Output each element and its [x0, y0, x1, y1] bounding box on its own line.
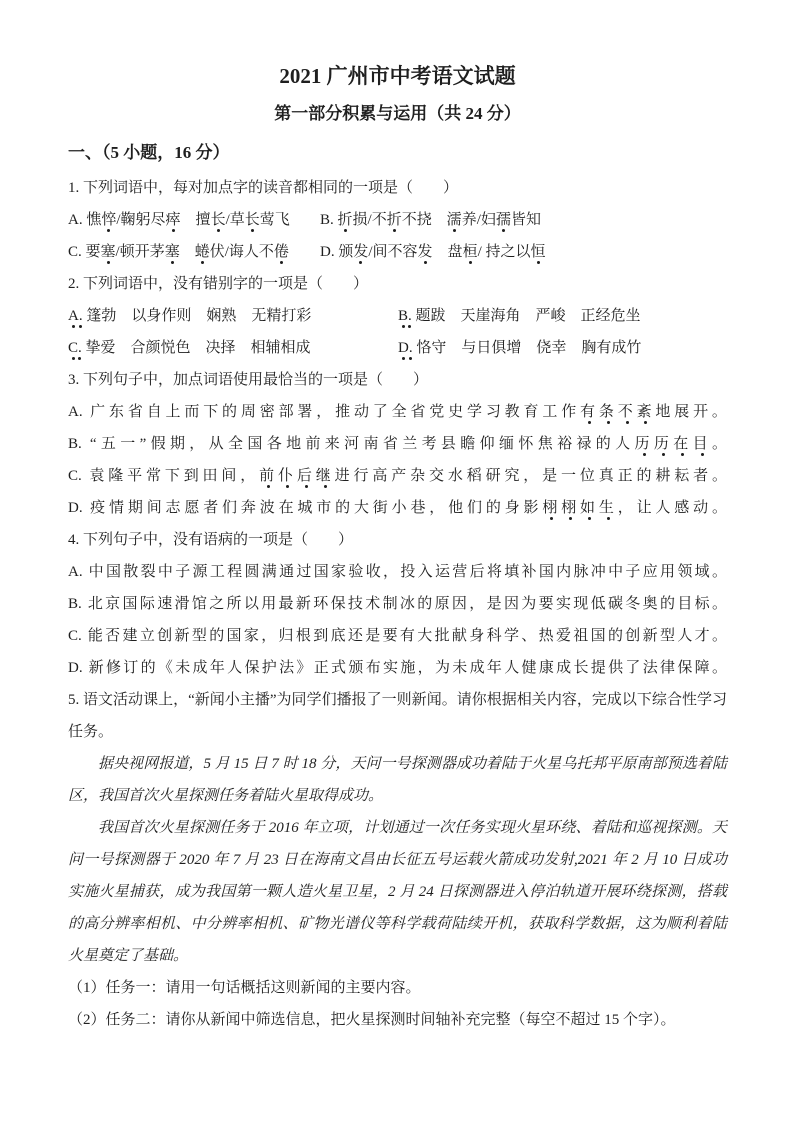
q4-option-a: A. 中国散裂中子源工程圆满通过国家验收，投入运营后将填补国内脉冲中子应用领域。 — [68, 564, 727, 580]
q1-option-c: C. 要塞/顿开茅塞 蜷伏/诲人不倦 — [68, 244, 289, 260]
q5-task-2: （2）任务二：请你从新闻中筛选信息，把火星探测时间轴补充完整（每空不超过 15 个字）。 — [68, 1012, 676, 1028]
q4-option-c: C. 能否建立创新型的国家，归根到底还是要有大批献身科学、热爱祖国的创新型人才。 — [68, 628, 727, 644]
part-heading: 第一部分积累与运用（共 24 分） — [274, 104, 521, 123]
question-4 — [68, 524, 727, 684]
q1-stem: 1. 下列词语中，每对加点字的读音都相同的一项是（ ） — [68, 180, 459, 196]
question-1 — [68, 172, 727, 268]
question-5 — [68, 684, 727, 1036]
q3-stem: 3. 下列句子中，加点词语使用最恰当的一项是（ ） — [68, 372, 429, 388]
q1-option-d: D. 颁发/间不容发 盘桓/ 持之以恒 — [320, 244, 546, 260]
question-3 — [68, 364, 727, 524]
question-2 — [68, 268, 727, 364]
q5-stem: 5. 语文活动课上，“新闻小主播”为同学们播报了一则新闻。请你根据相关内容，完成以下综合性学习任务。 — [68, 692, 727, 740]
q2-options-row-2 — [68, 332, 727, 364]
q1-option-b: B. 折损/不折不挠 濡养/妇孺皆知 — [320, 212, 541, 228]
q5-task-1: （1）任务一：请用一句话概括这则新闻的主要内容。 — [68, 980, 421, 996]
q5-news-paragraph-2: 我国首次火星探测任务于 2016 年立项，计划通过一次任务实现火星环绕、着陆和巡视探测。天问一号探测器于 2020 年 7 月 23 日在海南文昌由长征五号运载火箭成功发射,2021 年 2 月 10 日成功实施火星捕获，成为我国第一颗人造火星卫星，2 月 24 日探测器进入停泊轨道开展环绕探测，搭载的高分辨率相机、中分辨率相机、矿物光谱仪等科学载荷陆续开机，获取科学数据，这为顺利着陆火星奠定了基础。 — [68, 820, 727, 964]
page-title: 2021 广州市中考语文试题 — [279, 64, 516, 88]
q3-option-b: B. “五一”假期，从全国各地前来河南省兰考县瞻仰缅怀焦裕禄的人历历在目。 — [68, 436, 727, 452]
q2-option-a: A. 篷勃 以身作则 娴熟 无精打彩 — [68, 308, 312, 324]
q2-stem: 2. 下列词语中，没有错别字的一项是（ ） — [68, 276, 369, 292]
q3-option-a: A. 广东省自上而下的周密部署，推动了全省党史学习教育工作有条不紊地展开。 — [68, 404, 727, 420]
q4-stem: 4. 下列句子中，没有语病的一项是（ ） — [68, 532, 354, 548]
q2-option-c: C. 挚爱 合颜悦色 决择 相辅相成 — [68, 340, 311, 356]
q1-options-row-1 — [68, 204, 727, 236]
q2-option-b: B. 题跋 天崖海角 严峻 正经危坐 — [398, 308, 641, 324]
q2-option-d: D. 恪守 与日俱增 侥幸 胸有成竹 — [398, 340, 642, 356]
q3-option-c: C. 袁隆平常下到田间，前仆后继进行高产杂交水稻研究，是一位真正的耕耘者。 — [68, 468, 727, 484]
q4-option-d: D. 新修订的《未成年人保护法》正式颁布实施，为未成年人健康成长提供了法律保障。 — [68, 660, 727, 676]
q2-options-row-1 — [68, 300, 727, 332]
q1-options-row-2 — [68, 236, 727, 268]
q3-option-d: D. 疫情期间志愿者们奔波在城市的大街小巷，他们的身影栩栩如生，让人感动。 — [68, 500, 727, 516]
q5-news-paragraph-1: 据央视网报道，5 月 15 日 7 时 18 分，天问一号探测器成功着陆于火星乌托邦平原南部预选着陆区，我国首次火星探测任务着陆火星取得成功。 — [68, 756, 727, 804]
q4-option-b: B. 北京国际速滑馆之所以用最新环保技术制冰的原因，是因为要实现低碳冬奥的目标。 — [68, 596, 727, 612]
q1-option-a: A. 憔悴/鞠躬尽瘁 擅长/草长莺飞 — [68, 212, 290, 228]
section-heading: 一、（5 小题，16 分） — [68, 143, 230, 162]
